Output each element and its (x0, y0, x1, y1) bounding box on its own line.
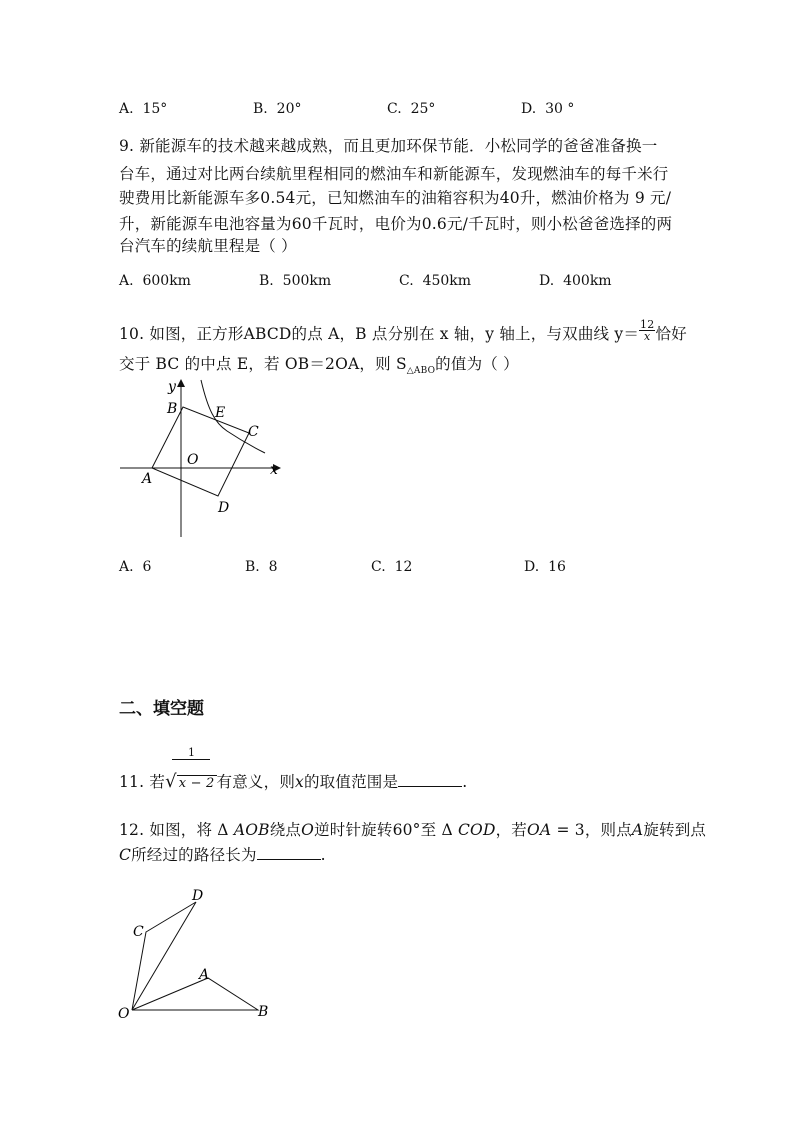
sqrt-icon: √ (165, 771, 177, 792)
q9-line-2: 台车，通过对比两台续航里程相同的燃油车和新能源车，发现燃油车的每千米行 (119, 165, 669, 183)
math-variable: OA (527, 821, 552, 839)
label-y: y (168, 379, 176, 395)
section-title: 二、填空题 (119, 699, 204, 719)
q10-hyperbola-fraction: $\frac{12}{x}$ (640, 317, 655, 343)
label-d: D (192, 888, 204, 904)
q8-option-a: A. 15° (119, 101, 168, 117)
q10-figure (115, 375, 290, 545)
label-o: O (118, 1006, 130, 1022)
math-variable: AOB (233, 821, 270, 839)
q11-fraction-bar (172, 759, 210, 760)
text-segment: 逆时针旋转60°至 Δ (314, 821, 458, 839)
q10-line-1-end: 恰好 (655, 325, 687, 343)
q11-fraction-numerator: 1 (188, 746, 195, 759)
q11-answer-blank[interactable] (398, 772, 462, 787)
q10-line-1 (119, 317, 687, 344)
triangle-aob (132, 978, 258, 1010)
label-c: C (133, 924, 144, 940)
q12-line-1 (119, 818, 706, 840)
label-a: A (199, 967, 210, 983)
math-variable: O (301, 821, 315, 839)
label-d: D (218, 500, 230, 516)
math-variable: A (631, 821, 644, 839)
y-axis-arrow-icon (177, 379, 185, 387)
label-b: B (258, 1004, 269, 1020)
label-b: B (167, 401, 178, 417)
math-variable: COD (457, 821, 496, 839)
q10-option-d: D. 16 (524, 559, 566, 575)
q9-line-1: 9. 新能源车的技术越来越成熟，而且更加环保节能．小松同学的爸爸准备换一 (119, 137, 658, 155)
q8-option-c: C. 25° (387, 101, 436, 117)
q8-option-b: B. 20° (253, 101, 302, 117)
q9-option-c: C. 450km (399, 273, 472, 289)
square-abcd (152, 407, 249, 496)
q9-option-b: B. 500km (259, 273, 332, 289)
q10-line-2: 交于 BC 的中点 E，若 OB＝2OA，则 $S_{\triangle ABO}$的值为（ ） (119, 355, 519, 377)
q12-figure (112, 880, 282, 1025)
q9-option-a: A. 600km (119, 273, 191, 289)
label-x: x (270, 462, 278, 478)
q8-option-d: D. 30 ° (521, 101, 575, 117)
q9-line-3: 驶费用比新能源车多0.54元，已知燃油车的油箱容积为40升，燃油价格为 9 元/ (119, 189, 672, 207)
q11-radicand: x − 2 (178, 776, 215, 791)
q10-area-subscript: △ABO (406, 366, 436, 377)
text-segment: 12. 如图，将 Δ (119, 821, 234, 839)
label-c: C (248, 424, 259, 440)
q10-option-a: A. 6 (119, 559, 152, 575)
label-o: O (187, 452, 199, 468)
q12-line-2: C所经过的路径长为 . (119, 846, 326, 864)
q12-answer-blank[interactable] (257, 845, 321, 860)
text-segment: ，若 (495, 821, 527, 839)
q10-line-1-text: 10. 如图，正方形ABCD的点 A，B 点分别在 x 轴，y 轴上，与双曲线 y＝ (119, 325, 640, 343)
text-segment: 绕点 (269, 821, 302, 839)
label-e: E (215, 405, 226, 421)
triangle-cod (132, 902, 196, 1010)
q10-option-c: C. 12 (371, 559, 413, 575)
q9-line-5: 台汽车的续航里程是（ ） (119, 237, 297, 255)
q9-option-d: D. 400km (539, 273, 612, 289)
hyperbola-curve (201, 380, 265, 453)
label-a: A (142, 471, 153, 487)
q11-line: 11. 若√ x − 2 有意义，则x的取值范围是 . (119, 771, 468, 792)
text-segment: 旋转到点 (643, 821, 707, 839)
q9-line-4: 升，新能源车电池容量为60千瓦时，电价为0.6元/千瓦时，则小松爸爸选择的两 (119, 215, 673, 233)
q10-option-b: B. 8 (245, 559, 278, 575)
text-segment: = 3，则点 (551, 821, 632, 839)
